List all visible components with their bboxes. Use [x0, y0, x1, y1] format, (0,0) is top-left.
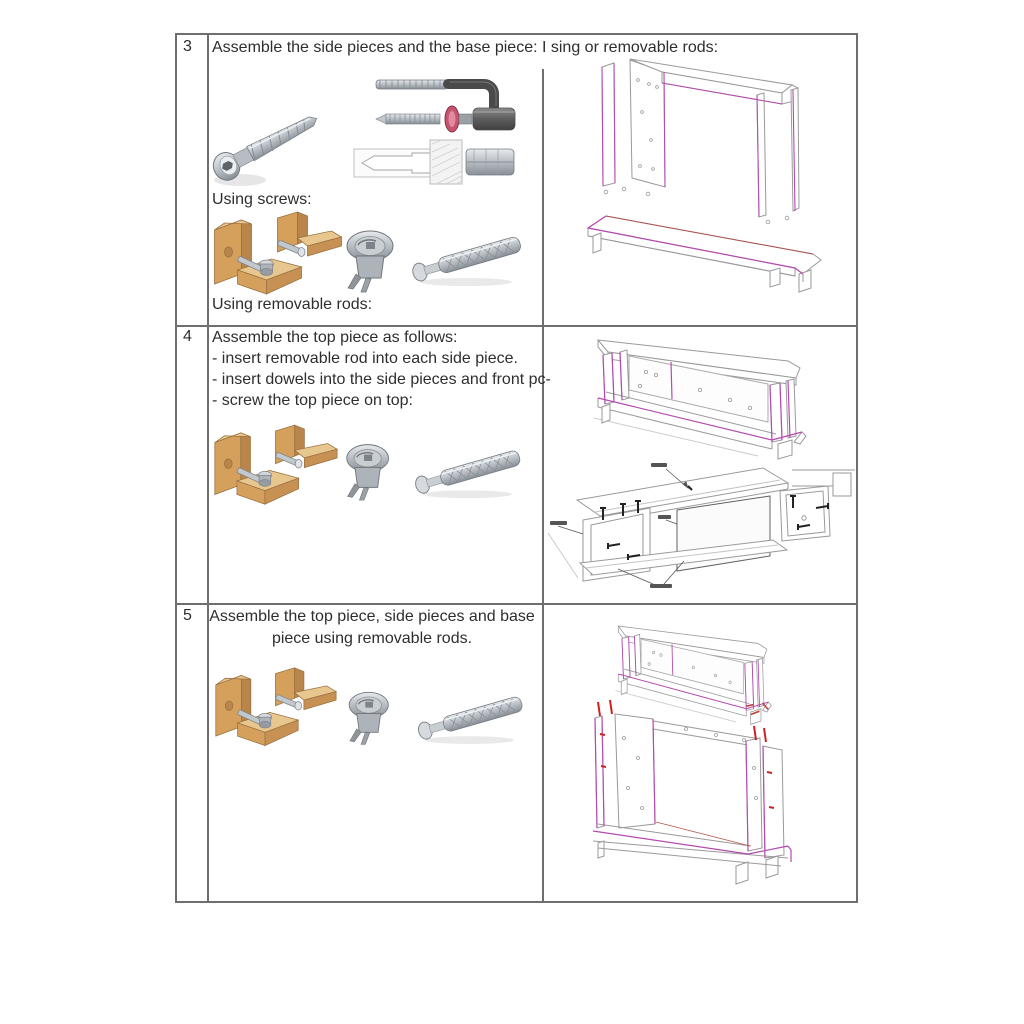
base-piece-plank-drawing — [563, 214, 851, 318]
step-4-bullet-2: - insert dowels into the side pieces and front pc- — [212, 371, 551, 388]
step-5-title-line1: Assemble the top piece, side pieces and base — [209, 608, 535, 625]
label-using-screws: Using screws: — [212, 191, 312, 208]
confirmat-screw-icon — [206, 98, 338, 193]
step-4-bullet-3: - screw the top piece on top: — [212, 392, 413, 409]
cam-lock-fitting-icon — [344, 226, 399, 294]
spiral-dowel-rod-icon — [410, 688, 535, 748]
row-divider-4-5 — [177, 603, 856, 605]
exploded-assembly-drawing — [548, 438, 856, 601]
side-pieces-frame-drawing — [552, 50, 852, 230]
wood-blocks-cam-joint-icon — [210, 423, 340, 515]
step-4-title: Assemble the top piece as follows: — [212, 329, 458, 346]
side-pieces-on-base-drawing — [586, 696, 810, 894]
row-divider-3-4 — [177, 325, 856, 327]
wood-blocks-cam-joint-icon — [211, 666, 339, 756]
screw-red-washer-barrel-icon — [372, 100, 522, 138]
step-4-bullet-1: - insert removable rod into each side piece. — [212, 350, 518, 367]
step-5-title-line2: piece using removable rods. — [271, 630, 473, 647]
content-diagram-divider — [542, 69, 544, 901]
step-3-title: Assemble the side pieces and the base piece: I sing or removable rods: — [212, 39, 719, 56]
spiral-dowel-rod-icon — [406, 442, 534, 502]
step-number: 3 — [183, 38, 192, 55]
cam-lock-fitting-icon — [346, 688, 394, 746]
cam-lock-fitting-icon — [344, 440, 394, 502]
step-number: 4 — [183, 328, 192, 345]
spiral-dowel-rod-icon — [404, 228, 534, 290]
wood-blocks-cam-joint-icon — [208, 210, 346, 305]
label-using-rods: Using removable rods: — [212, 296, 373, 313]
step-number: 5 — [183, 607, 192, 624]
dowel-insertion-diagram-icon — [350, 136, 522, 188]
